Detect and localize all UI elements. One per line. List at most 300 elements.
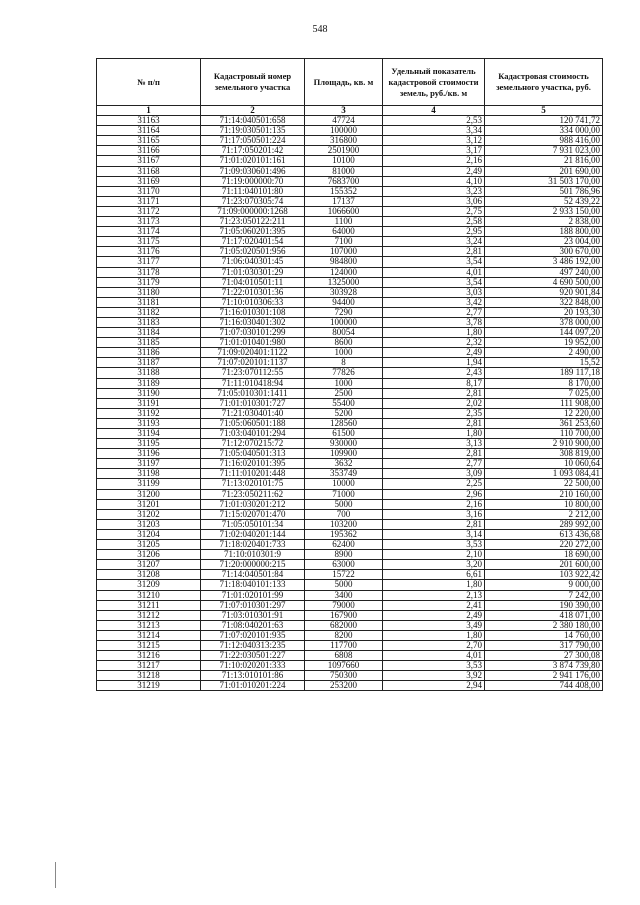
table-row (97, 529, 603, 539)
row-number-cell: 31201 (97, 499, 201, 509)
row-number-cell: 31166 (97, 146, 201, 156)
cadastral-number-cell: 71:07:020101:1137 (201, 358, 305, 368)
specific-value-cell: 3,03 (383, 287, 485, 297)
specific-value-cell: 3,92 (383, 671, 485, 681)
row-number-cell: 31215 (97, 640, 201, 650)
cadastral-number-cell: 71:23:050122:211 (201, 217, 305, 227)
area-cell: 303928 (305, 287, 383, 297)
table-row (97, 378, 603, 388)
table-row (97, 489, 603, 499)
table-row (97, 257, 603, 267)
row-number-cell: 31183 (97, 317, 201, 327)
specific-value-cell: 2,41 (383, 600, 485, 610)
cadastral-number-cell: 71:23:070112:55 (201, 368, 305, 378)
area-cell: 64000 (305, 227, 383, 237)
cadastral-number-cell: 71:11:040101:80 (201, 186, 305, 196)
specific-value-cell: 2,81 (383, 247, 485, 257)
cadastral-number-cell: 71:20:000000:215 (201, 560, 305, 570)
table-row (97, 620, 603, 630)
row-number-cell: 31193 (97, 418, 201, 428)
area-cell: 63000 (305, 560, 383, 570)
cadastral-value-cell: 201 600,00 (485, 560, 603, 570)
cadastral-value-cell: 190 390,00 (485, 600, 603, 610)
row-number-cell: 31177 (97, 257, 201, 267)
specific-value-cell: 2,81 (383, 388, 485, 398)
specific-value-cell: 3,14 (383, 529, 485, 539)
table-row (97, 540, 603, 550)
specific-value-cell: 3,42 (383, 297, 485, 307)
row-number-cell: 31210 (97, 590, 201, 600)
table-row (97, 206, 603, 216)
specific-value-cell: 3,53 (383, 661, 485, 671)
table-row (97, 651, 603, 661)
specific-value-cell: 2,81 (383, 519, 485, 529)
specific-value-cell: 3,49 (383, 620, 485, 630)
table-row (97, 398, 603, 408)
table-row (97, 610, 603, 620)
cadastral-number-cell: 71:10:010301:9 (201, 550, 305, 560)
specific-value-cell: 2,49 (383, 348, 485, 358)
cadastral-value-cell: 188 800,00 (485, 227, 603, 237)
page-number: 548 (312, 24, 328, 35)
row-number-cell: 31190 (97, 388, 201, 398)
table-row (97, 237, 603, 247)
area-cell: 8600 (305, 338, 383, 348)
cadastral-value-cell: 23 004,00 (485, 237, 603, 247)
cadastral-value-cell: 120 741,72 (485, 116, 603, 126)
specific-value-cell: 3,34 (383, 126, 485, 136)
area-cell: 10100 (305, 156, 383, 166)
header-cadastral-value: Кадастровая стоимость земельного участка, руб. (485, 59, 603, 106)
area-cell: 71000 (305, 489, 383, 499)
table-row (97, 469, 603, 479)
area-cell: 117700 (305, 640, 383, 650)
cadastral-value-cell: 14 760,00 (485, 630, 603, 640)
specific-value-cell: 3,24 (383, 237, 485, 247)
table-row (97, 479, 603, 489)
row-number-cell: 31207 (97, 560, 201, 570)
area-cell: 77826 (305, 368, 383, 378)
table-row (97, 338, 603, 348)
row-number-cell: 31202 (97, 509, 201, 519)
cadastral-value-cell: 2 490,00 (485, 348, 603, 358)
specific-value-cell: 2,81 (383, 418, 485, 428)
row-number-cell: 31182 (97, 307, 201, 317)
area-cell: 100000 (305, 126, 383, 136)
cadastral-value-cell: 501 786,96 (485, 186, 603, 196)
specific-value-cell: 1,80 (383, 328, 485, 338)
row-number-cell: 31204 (97, 529, 201, 539)
table-row (97, 560, 603, 570)
table-row (97, 176, 603, 186)
area-cell: 750300 (305, 671, 383, 681)
row-number-cell: 31188 (97, 368, 201, 378)
cadastral-number-cell: 71:22:030501:227 (201, 651, 305, 661)
cadastral-value-cell: 7 931 023,00 (485, 146, 603, 156)
row-number-cell: 31214 (97, 630, 201, 640)
row-number-cell: 31163 (97, 116, 201, 126)
cadastral-value-cell: 110 700,00 (485, 429, 603, 439)
table-row (97, 267, 603, 277)
specific-value-cell: 2,81 (383, 449, 485, 459)
cadastral-value-cell: 2 933 150,00 (485, 206, 603, 216)
specific-value-cell: 4,01 (383, 267, 485, 277)
table-row (97, 287, 603, 297)
cadastral-number-cell: 71:16:030401:302 (201, 317, 305, 327)
cadastral-number-cell: 71:08:040201:63 (201, 620, 305, 630)
cadastral-value-cell: 418 071,00 (485, 610, 603, 620)
row-number-cell: 31165 (97, 136, 201, 146)
cadastral-number-cell: 71:01:020101:99 (201, 590, 305, 600)
cadastral-number-cell: 71:01:030301:29 (201, 267, 305, 277)
row-number-cell: 31212 (97, 610, 201, 620)
area-cell: 8900 (305, 550, 383, 560)
table-row (97, 509, 603, 519)
cadastral-value-cell: 22 500,00 (485, 479, 603, 489)
specific-value-cell: 3,20 (383, 560, 485, 570)
table-row (97, 590, 603, 600)
cadastral-number-cell: 71:16:020101:395 (201, 459, 305, 469)
specific-value-cell: 2,70 (383, 640, 485, 650)
cadastral-value-cell: 7 242,00 (485, 590, 603, 600)
column-number-row (97, 106, 603, 116)
area-cell: 124000 (305, 267, 383, 277)
row-number-cell: 31171 (97, 196, 201, 206)
table-row (97, 640, 603, 650)
cadastral-value-cell: 289 992,00 (485, 519, 603, 529)
cadastral-number-cell: 71:11:010201:448 (201, 469, 305, 479)
area-cell: 5200 (305, 408, 383, 418)
column-number: 5 (485, 106, 603, 116)
table-row (97, 126, 603, 136)
table-row (97, 348, 603, 358)
row-number-cell: 31191 (97, 398, 201, 408)
area-cell: 5000 (305, 499, 383, 509)
specific-value-cell: 2,13 (383, 590, 485, 600)
area-cell: 5000 (305, 580, 383, 590)
area-cell: 62400 (305, 540, 383, 550)
column-number: 1 (97, 106, 201, 116)
row-number-cell: 31172 (97, 206, 201, 216)
cadastral-value-cell: 361 253,60 (485, 418, 603, 428)
area-cell: 81000 (305, 166, 383, 176)
specific-value-cell: 3,54 (383, 257, 485, 267)
table-row (97, 217, 603, 227)
table-row (97, 681, 603, 691)
area-cell: 61500 (305, 429, 383, 439)
cadastral-value-cell: 920 901,84 (485, 287, 603, 297)
area-cell: 1100 (305, 217, 383, 227)
specific-value-cell: 2,49 (383, 610, 485, 620)
specific-value-cell: 8,17 (383, 378, 485, 388)
cadastral-value-cell: 12 220,00 (485, 408, 603, 418)
row-number-cell: 31216 (97, 651, 201, 661)
row-number-cell: 31206 (97, 550, 201, 560)
cadastral-value-cell: 27 300,08 (485, 651, 603, 661)
row-number-cell: 31181 (97, 297, 201, 307)
area-cell: 682000 (305, 620, 383, 630)
specific-value-cell: 2,94 (383, 681, 485, 691)
cadastral-value-cell: 9 000,00 (485, 580, 603, 590)
cadastral-number-cell: 71:02:040201:144 (201, 529, 305, 539)
cadastral-number-cell: 71:09:020401:1122 (201, 348, 305, 358)
row-number-cell: 31168 (97, 166, 201, 176)
specific-value-cell: 6,61 (383, 570, 485, 580)
cadastral-value-cell: 613 436,68 (485, 529, 603, 539)
cadastral-value-cell: 10 060,64 (485, 459, 603, 469)
row-number-cell: 31196 (97, 449, 201, 459)
row-number-cell: 31176 (97, 247, 201, 257)
specific-value-cell: 4,01 (383, 651, 485, 661)
row-number-cell: 31192 (97, 408, 201, 418)
specific-value-cell: 3,17 (383, 146, 485, 156)
cadastral-value-cell: 210 160,00 (485, 489, 603, 499)
specific-value-cell: 1,94 (383, 358, 485, 368)
area-cell: 2500 (305, 388, 383, 398)
area-cell: 6808 (305, 651, 383, 661)
table-row (97, 408, 603, 418)
specific-value-cell: 2,77 (383, 307, 485, 317)
cadastral-number-cell: 71:11:010418:94 (201, 378, 305, 388)
cadastral-value-cell: 220 272,00 (485, 540, 603, 550)
cadastral-number-cell: 71:18:040101:133 (201, 580, 305, 590)
cadastral-value-cell: 144 097,20 (485, 328, 603, 338)
table-row (97, 459, 603, 469)
row-number-cell: 31185 (97, 338, 201, 348)
cadastral-number-cell: 71:04:010501:11 (201, 277, 305, 287)
cadastral-number-cell: 71:05:060501:188 (201, 418, 305, 428)
table-row (97, 317, 603, 327)
specific-value-cell: 2,35 (383, 408, 485, 418)
row-number-cell: 31219 (97, 681, 201, 691)
cadastral-value-cell: 317 790,00 (485, 640, 603, 650)
cadastral-value-cell: 2 910 900,00 (485, 439, 603, 449)
cadastral-number-cell: 71:12:040313:235 (201, 640, 305, 650)
row-number-cell: 31197 (97, 459, 201, 469)
area-cell: 100000 (305, 317, 383, 327)
table-row (97, 429, 603, 439)
specific-value-cell: 2,95 (383, 227, 485, 237)
row-number-cell: 31218 (97, 671, 201, 681)
cadastral-value-cell: 3 486 192,00 (485, 257, 603, 267)
cadastral-number-cell: 71:10:010306:33 (201, 297, 305, 307)
specific-value-cell: 3,12 (383, 136, 485, 146)
cadastral-value-cell: 31 503 170,00 (485, 176, 603, 186)
area-cell: 1325000 (305, 277, 383, 287)
table-row (97, 418, 603, 428)
table-row (97, 499, 603, 509)
specific-value-cell: 2,77 (383, 459, 485, 469)
specific-value-cell: 2,02 (383, 398, 485, 408)
row-number-cell: 31208 (97, 570, 201, 580)
cadastral-number-cell: 71:23:070305:74 (201, 196, 305, 206)
row-number-cell: 31175 (97, 237, 201, 247)
table-row (97, 439, 603, 449)
cadastral-number-cell: 71:16:010301:108 (201, 307, 305, 317)
cadastral-value-cell: 19 952,00 (485, 338, 603, 348)
cadastral-number-cell: 71:01:010201:224 (201, 681, 305, 691)
area-cell: 155352 (305, 186, 383, 196)
specific-value-cell: 2,16 (383, 156, 485, 166)
cadastral-number-cell: 71:01:010401:980 (201, 338, 305, 348)
cadastral-number-cell: 71:19:000000:70 (201, 176, 305, 186)
area-cell: 103200 (305, 519, 383, 529)
table-row (97, 247, 603, 257)
cadastral-value-cell: 744 408,00 (485, 681, 603, 691)
area-cell: 1066600 (305, 206, 383, 216)
cadastral-number-cell: 71:18:020401:733 (201, 540, 305, 550)
row-number-cell: 31200 (97, 489, 201, 499)
row-number-cell: 31184 (97, 328, 201, 338)
row-number-cell: 31217 (97, 661, 201, 671)
table-row (97, 661, 603, 671)
cadastral-value-cell: 2 941 176,00 (485, 671, 603, 681)
row-number-cell: 31195 (97, 439, 201, 449)
table-row (97, 630, 603, 640)
cadastral-value-cell: 189 117,18 (485, 368, 603, 378)
header-row-number: № п/п (97, 59, 201, 106)
cadastral-number-cell: 71:07:020101:935 (201, 630, 305, 640)
cadastral-value-cell: 334 000,00 (485, 126, 603, 136)
table-row (97, 671, 603, 681)
specific-value-cell: 3,16 (383, 509, 485, 519)
area-cell: 8 (305, 358, 383, 368)
row-number-cell: 31173 (97, 217, 201, 227)
specific-value-cell: 4,10 (383, 176, 485, 186)
cadastral-value-cell: 2 838,00 (485, 217, 603, 227)
row-number-cell: 31209 (97, 580, 201, 590)
table-row (97, 196, 603, 206)
table-body (97, 106, 603, 691)
row-number-cell: 31164 (97, 126, 201, 136)
cadastral-number-cell: 71:13:010101:86 (201, 671, 305, 681)
row-number-cell: 31167 (97, 156, 201, 166)
specific-value-cell: 2,53 (383, 116, 485, 126)
table-row (97, 449, 603, 459)
cadastral-value-cell: 3 874 739,80 (485, 661, 603, 671)
area-cell: 316800 (305, 136, 383, 146)
specific-value-cell: 2,49 (383, 166, 485, 176)
cadastral-number-cell: 71:12:070215:72 (201, 439, 305, 449)
table-row (97, 519, 603, 529)
specific-value-cell: 3,78 (383, 317, 485, 327)
cadastral-value-cell: 988 416,00 (485, 136, 603, 146)
row-number-cell: 31179 (97, 277, 201, 287)
specific-value-cell: 3,53 (383, 540, 485, 550)
table-row (97, 297, 603, 307)
specific-value-cell: 1,80 (383, 630, 485, 640)
cadastral-value-cell: 1 093 084,41 (485, 469, 603, 479)
cadastral-number-cell: 71:09:030601:496 (201, 166, 305, 176)
cadastral-number-cell: 71:07:030101:299 (201, 328, 305, 338)
area-cell: 930000 (305, 439, 383, 449)
row-number-cell: 31180 (97, 287, 201, 297)
specific-value-cell: 2,32 (383, 338, 485, 348)
cadastral-value-cell: 322 848,00 (485, 297, 603, 307)
table-row (97, 580, 603, 590)
table-row (97, 156, 603, 166)
table-row (97, 166, 603, 176)
area-cell: 109900 (305, 449, 383, 459)
cadastral-value-table (96, 58, 603, 691)
area-cell: 55400 (305, 398, 383, 408)
specific-value-cell: 1,80 (383, 580, 485, 590)
cadastral-value-cell: 111 908,00 (485, 398, 603, 408)
table-row (97, 358, 603, 368)
cadastral-number-cell: 71:05:050101:34 (201, 519, 305, 529)
cadastral-number-cell: 71:10:020201:333 (201, 661, 305, 671)
area-cell: 253200 (305, 681, 383, 691)
area-cell: 1000 (305, 348, 383, 358)
header-area: Площадь, кв. м (305, 59, 383, 106)
cadastral-number-cell: 71:22:010301:36 (201, 287, 305, 297)
cadastral-number-cell: 71:06:040301:45 (201, 257, 305, 267)
column-number: 3 (305, 106, 383, 116)
table-row (97, 388, 603, 398)
specific-value-cell: 2,10 (383, 550, 485, 560)
area-cell: 3400 (305, 590, 383, 600)
area-cell: 167900 (305, 610, 383, 620)
cadastral-value-cell: 52 439,22 (485, 196, 603, 206)
table-row (97, 570, 603, 580)
cadastral-value-cell: 15,52 (485, 358, 603, 368)
area-cell: 353749 (305, 469, 383, 479)
table-row (97, 186, 603, 196)
table-row (97, 328, 603, 338)
table-row (97, 368, 603, 378)
specific-value-cell: 1,80 (383, 429, 485, 439)
cadastral-number-cell: 71:09:000000:1268 (201, 206, 305, 216)
area-cell: 1000 (305, 378, 383, 388)
specific-value-cell: 3,06 (383, 196, 485, 206)
table-header-row (97, 59, 603, 106)
row-number-cell: 31205 (97, 540, 201, 550)
area-cell: 195362 (305, 529, 383, 539)
cadastral-number-cell: 71:21:030401:40 (201, 408, 305, 418)
specific-value-cell: 2,25 (383, 479, 485, 489)
area-cell: 80054 (305, 328, 383, 338)
cadastral-number-cell: 71:01:030201:212 (201, 499, 305, 509)
cadastral-number-cell: 71:01:020101:161 (201, 156, 305, 166)
row-number-cell: 31203 (97, 519, 201, 529)
cadastral-number-cell: 71:03:010301:91 (201, 610, 305, 620)
specific-value-cell: 2,58 (383, 217, 485, 227)
specific-value-cell: 3,23 (383, 186, 485, 196)
area-cell: 15722 (305, 570, 383, 580)
row-number-cell: 31213 (97, 620, 201, 630)
row-number-cell: 31187 (97, 358, 201, 368)
cadastral-value-cell: 308 819,00 (485, 449, 603, 459)
cadastral-number-cell: 71:01:010301:727 (201, 398, 305, 408)
cadastral-value-cell: 7 025,00 (485, 388, 603, 398)
area-cell: 10000 (305, 479, 383, 489)
specific-value-cell: 2,75 (383, 206, 485, 216)
cadastral-number-cell: 71:19:030501:135 (201, 126, 305, 136)
specific-value-cell: 2,43 (383, 368, 485, 378)
cadastral-value-cell: 201 690,00 (485, 166, 603, 176)
cadastral-value-cell: 4 690 500,00 (485, 277, 603, 287)
cadastral-number-cell: 71:23:050211:62 (201, 489, 305, 499)
row-number-cell: 31186 (97, 348, 201, 358)
cadastral-number-cell: 71:05:010301:1411 (201, 388, 305, 398)
column-number: 4 (383, 106, 485, 116)
specific-value-cell: 3,13 (383, 439, 485, 449)
specific-value-cell: 3,09 (383, 469, 485, 479)
area-cell: 2501900 (305, 146, 383, 156)
header-specific-value: Удельный показатель кадастровой стоимости земель, руб./кв. м (383, 59, 485, 106)
table-row (97, 136, 603, 146)
table-row (97, 116, 603, 126)
